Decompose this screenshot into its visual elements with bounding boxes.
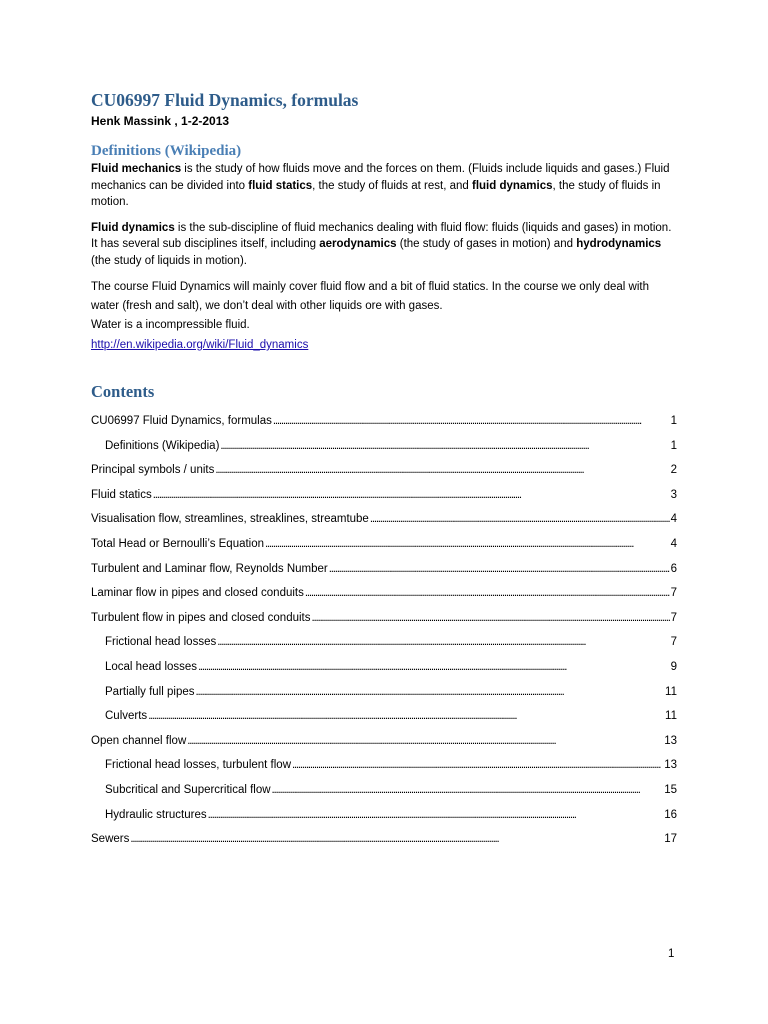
toc-entry-page: 11 — [665, 710, 677, 723]
definitions-heading: Definitions (Wikipedia) — [91, 143, 242, 159]
toc-entry[interactable] — [91, 581, 677, 606]
toc-dot-leader — [208, 803, 664, 828]
toc-dot-leader — [305, 581, 670, 606]
toc-entry-title: Partially full pipes — [105, 685, 195, 698]
paragraph-text: is the study of how fluids move and the forces on them. (Fluids include liquids and gases.) Fluid mechanics can be divided into — [91, 163, 670, 192]
toc-dot-leader — [195, 680, 664, 705]
toc-entry-page: 1 — [670, 415, 677, 427]
toc-entry-page: 6 — [670, 562, 677, 575]
toc-entry[interactable] — [91, 827, 677, 852]
toc-entry-page: 9 — [670, 660, 677, 673]
toc-entry-title: Hydraulic structures — [105, 808, 207, 821]
paragraph-fluid-mechanics — [91, 161, 677, 211]
toc-dot-leader — [217, 630, 669, 655]
paragraph-text: Water is a incompressible fluid. — [91, 319, 250, 331]
toc-entry[interactable] — [91, 557, 677, 582]
toc-entry-title: Frictional head losses, turbulent flow — [105, 759, 292, 772]
paragraph-text: , the study of fluids at rest, and — [312, 179, 472, 192]
page-number: 1 — [668, 948, 675, 960]
toc-dot-leader — [265, 532, 670, 557]
toc-entry-title: Local head losses — [105, 660, 198, 673]
toc-entry-page: 7 — [670, 587, 677, 600]
toc-entry-page: 16 — [664, 808, 677, 821]
toc-entry-title: Definitions (Wikipedia) — [105, 439, 220, 452]
toc-entry[interactable] — [91, 753, 677, 778]
toc-entry-page: 3 — [670, 488, 677, 501]
paragraph-fluid-dynamics — [91, 220, 677, 270]
toc-entry-page: 13 — [664, 759, 677, 772]
toc-dot-leader — [329, 557, 670, 582]
toc-entry-title: Turbulent and Laminar flow, Reynolds Number — [91, 562, 328, 575]
toc-dot-leader — [370, 507, 670, 532]
table-of-contents — [91, 409, 677, 852]
toc-dot-leader — [272, 778, 664, 803]
toc-entry-title: Laminar flow in pipes and closed conduits — [91, 587, 304, 600]
toc-entry[interactable] — [91, 655, 677, 680]
paragraph-text: is the sub-discipline of fluid mechanics dealing with fluid flow: fluids (liquids and gases) in motion. It has several sub disciplines itself, including — [91, 221, 672, 250]
paragraph-text: The course Fluid Dynamics will mainly cover fluid flow and a bit of fluid statics. In the course we only deal with water (fresh and salt), we don’t deal with other liquids ore with gases. — [91, 281, 649, 312]
term-fluid-mechanics: Fluid mechanics — [91, 163, 182, 175]
toc-dot-leader — [220, 434, 669, 459]
toc-entry-title: Culverts — [105, 710, 148, 723]
contents-heading: Contents — [91, 382, 155, 401]
toc-entry[interactable] — [91, 409, 677, 434]
toc-entry[interactable] — [91, 803, 677, 828]
toc-entry[interactable] — [91, 507, 677, 532]
toc-entry[interactable] — [91, 729, 677, 754]
document-page — [91, 88, 677, 852]
toc-entry-title: Total Head or Bernoulli’s Equation — [91, 537, 265, 550]
toc-entry[interactable] — [91, 778, 677, 803]
paragraph-text: (the study of gases in motion) and — [396, 238, 577, 250]
paragraph-course — [91, 278, 677, 335]
toc-dot-leader — [292, 753, 663, 778]
toc-entry-page: 11 — [665, 685, 677, 698]
toc-dot-leader — [148, 704, 664, 729]
toc-entry[interactable] — [91, 606, 677, 631]
term-fluid-dynamics: fluid dynamics — [471, 179, 553, 192]
toc-entry-title: Sewers — [91, 833, 130, 846]
toc-dot-leader — [198, 655, 670, 680]
toc-entry-title: Fluid statics — [91, 488, 152, 501]
toc-entry-page: 1 — [670, 439, 677, 452]
toc-entry-page: 4 — [670, 537, 677, 550]
toc-entry-page: 7 — [670, 636, 677, 649]
toc-dot-leader — [273, 409, 670, 434]
toc-entry-title: Turbulent flow in pipes and closed conduits — [91, 611, 311, 624]
toc-dot-leader — [187, 729, 663, 754]
toc-entry-page: 2 — [670, 464, 677, 477]
toc-entry-title: Principal symbols / units — [91, 464, 215, 477]
term-fluid-dynamics: Fluid dynamics — [91, 221, 175, 234]
toc-entry-page: 7 — [670, 611, 677, 624]
toc-entry[interactable] — [91, 630, 677, 655]
term-fluid-statics: fluid statics — [248, 179, 313, 192]
toc-entry-page: 4 — [670, 513, 677, 526]
paragraph-text: (the study of liquids in motion). — [91, 254, 247, 267]
paragraph-text: , the study of fluids in motion. — [91, 179, 661, 208]
toc-entry-title: Open channel flow — [91, 734, 187, 747]
toc-entry-title: Frictional head losses — [105, 636, 217, 649]
document-title: CU06997 Fluid Dynamics, formulas — [91, 90, 359, 110]
toc-entry-page: 17 — [664, 833, 677, 846]
toc-dot-leader — [153, 483, 670, 508]
toc-entry[interactable] — [91, 704, 677, 729]
term-hydrodynamics: hydrodynamics — [576, 238, 662, 250]
toc-entry[interactable] — [91, 483, 677, 508]
toc-entry-title: CU06997 Fluid Dynamics, formulas — [91, 415, 272, 427]
author-line: Henk Massink , 1-2-2013 — [91, 114, 230, 128]
toc-entry-page: 13 — [664, 734, 677, 747]
toc-entry[interactable] — [91, 434, 677, 459]
toc-entry-title: Subcritical and Supercritical flow — [105, 783, 271, 796]
toc-entry[interactable] — [91, 680, 677, 705]
toc-dot-leader — [215, 458, 669, 483]
toc-entry[interactable] — [91, 458, 677, 483]
toc-entry[interactable] — [91, 532, 677, 557]
toc-entry-title: Visualisation flow, streamlines, streaklines, streamtube — [91, 513, 369, 526]
toc-entry-page: 15 — [664, 783, 677, 796]
term-aerodynamics: aerodynamics — [319, 238, 397, 250]
toc-dot-leader — [311, 606, 669, 631]
toc-dot-leader — [130, 827, 663, 852]
wikipedia-link[interactable]: http://en.wikipedia.org/wiki/Fluid_dynamics — [91, 339, 309, 351]
